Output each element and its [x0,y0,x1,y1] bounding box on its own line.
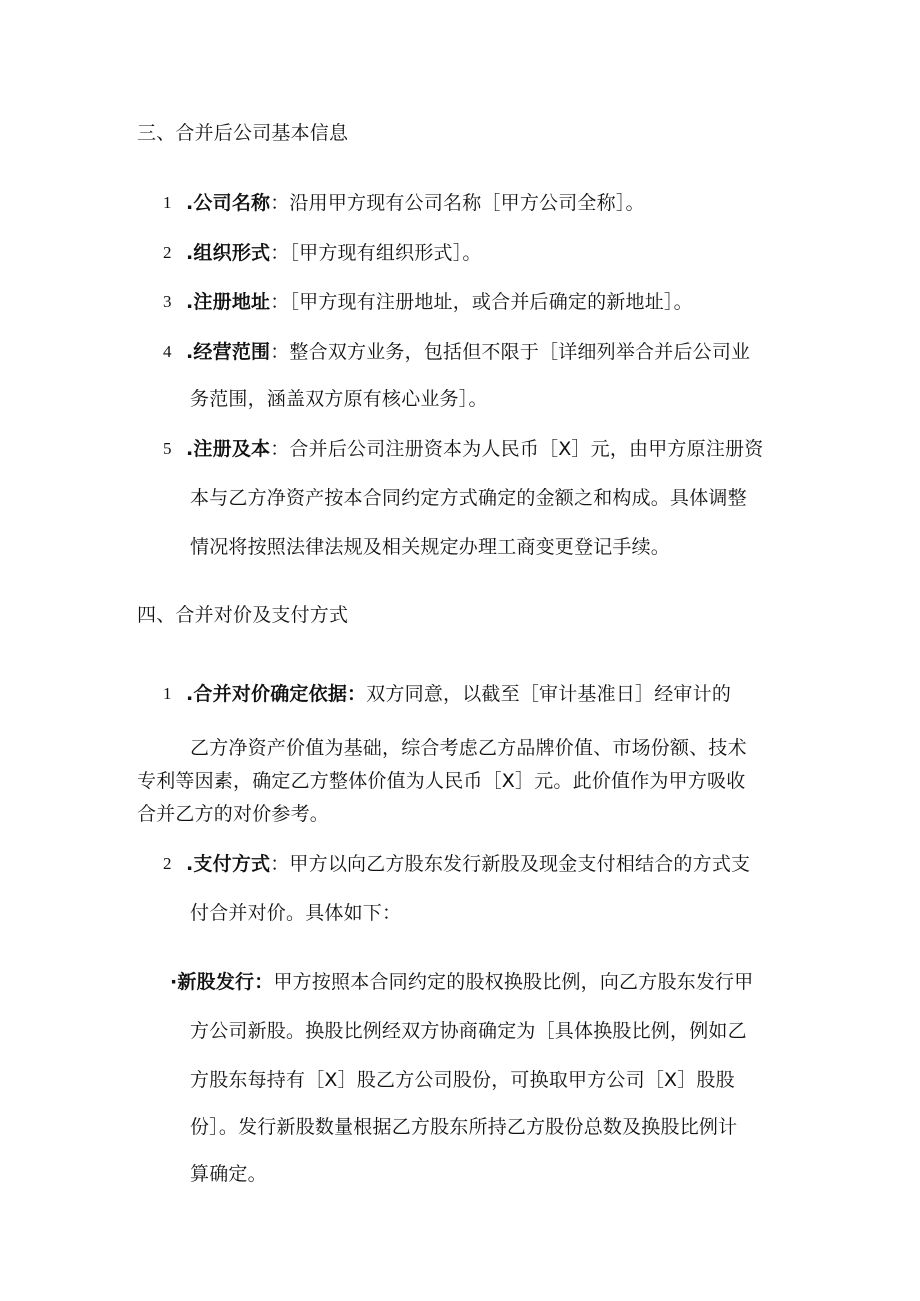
item-label: .注册地址 [186,291,271,313]
item-continuation: 合并乙方的对价参考。 [137,803,330,825]
item-text: ：甲方以向乙方股东发行新股及现金支付相结合的方式支 [270,853,751,875]
item-continuation: 务范围，涵盖双方原有核心业务］。 [190,388,488,410]
item-label: .合并对价确定依据： [186,683,367,705]
list-item [186,340,750,364]
list-item [186,191,645,215]
list-item [186,241,482,265]
item-label: .注册及本 [186,438,271,460]
item-text: ：沿用甲方现有公司名称［甲方公司全称］。 [270,192,645,214]
item-number: 2 [163,243,172,262]
list-item [186,290,693,314]
item-number: 2 [163,854,172,873]
item-number: 5 [163,439,172,458]
item-continuation: 情况将按照法律法规及相关规定办理工商变更登记手续。 [190,536,671,558]
bullet-continuation: 算确定。 [190,1163,267,1185]
bullet-continuation: 份］。发行新股数量根据乙方股东所持乙方股份总数及换股比例计 [190,1116,738,1138]
item-text: 双方同意，以截至［审计基准日］经审计的 [366,683,732,705]
item-number: 1 [163,193,172,212]
item-text: ：合并后公司注册资本为人民币［X］元，由甲方原注册资 [270,438,764,460]
item-text: ：［甲方现有注册地址，或合并后确定的新地址］。 [270,291,693,313]
bullet-continuation: 方股东每持有［X］股乙方公司股份，可换取甲方公司［X］股股 [190,1069,735,1091]
bullet-item [170,970,753,994]
item-label: .组织形式 [186,242,271,264]
item-continuation: 本与乙方净资产按本合同约定方式确定的金额之和构成。具体调整 [190,487,747,509]
bullet-continuation: 方公司新股。换股比例经双方协商确定为［具体换股比例，例如乙 [190,1020,747,1042]
item-label: .支付方式 [186,853,271,875]
list-item [186,682,731,706]
item-text: ：［甲方现有组织形式］。 [270,242,482,264]
item-label: .经营范围 [186,341,271,363]
bullet-label: 新股发行： [177,971,274,993]
bullet-text: 甲方按照本合同约定的股权换股比例，向乙方股东发行甲 [273,971,754,993]
list-item [186,437,763,461]
list-item [186,852,750,876]
section-4-heading: 四、合并对价及支付方式 [137,604,349,626]
item-text: ：整合双方业务，包括但不限于［详细列举合并后公司业 [270,341,751,363]
bullet-marker: · [170,971,178,993]
item-number: 3 [163,292,172,311]
item-number: 4 [163,342,172,361]
item-label: .公司名称 [186,192,271,214]
item-continuation: 乙方净资产价值为基础，综合考虑乙方品牌价值、市场份额、技术 [190,737,747,759]
item-number: 1 [163,684,172,703]
item-continuation: 专利等因素，确定乙方整体价值为人民币［X］元。此价值作为甲方吸收 [137,770,746,792]
item-continuation: 付合并对价。具体如下： [190,902,402,924]
section-3-heading: 三、合并后公司基本信息 [137,122,349,144]
